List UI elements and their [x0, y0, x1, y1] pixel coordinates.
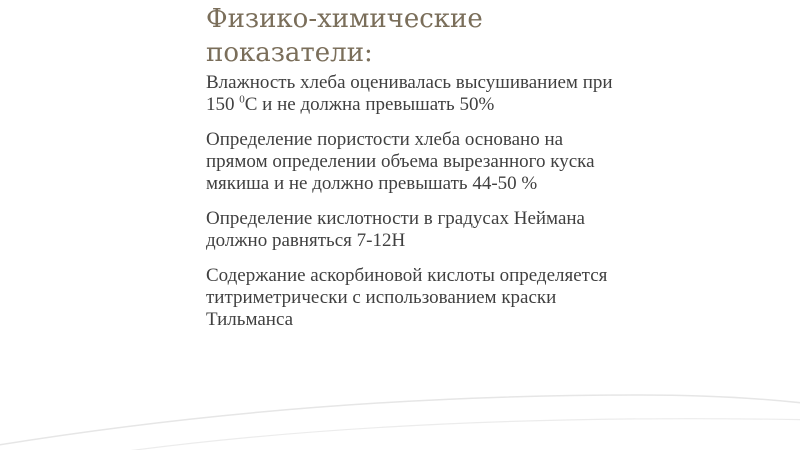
paragraph-acidity: Определение кислотности в градусах Неймана должно равняться 7-12Н [206, 208, 585, 251]
background-arc-outer [0, 395, 800, 448]
background-arc-inner [120, 419, 800, 450]
paragraph-porosity: Определение пористости хлеба основано на прямом определении объема вырезанного куска мякиша и не должно превышать 44-50 % [206, 129, 595, 194]
degree-superscript: 0 [239, 93, 245, 106]
paragraph-moisture-text-before: Влажность хлеба оценивалась высушиванием при 150 [206, 72, 613, 115]
paragraph-moisture [206, 72, 626, 116]
slide-body [206, 72, 626, 344]
paragraph-ascorbic-acid: Содержание аскорбиновой кислоты определяется титриметрически с использованием краски Тильманса [206, 265, 608, 330]
paragraph-moisture-text-after: С и не должна превышать 50% [244, 94, 495, 115]
slide-title: Физико-химические показатели: [206, 4, 483, 68]
